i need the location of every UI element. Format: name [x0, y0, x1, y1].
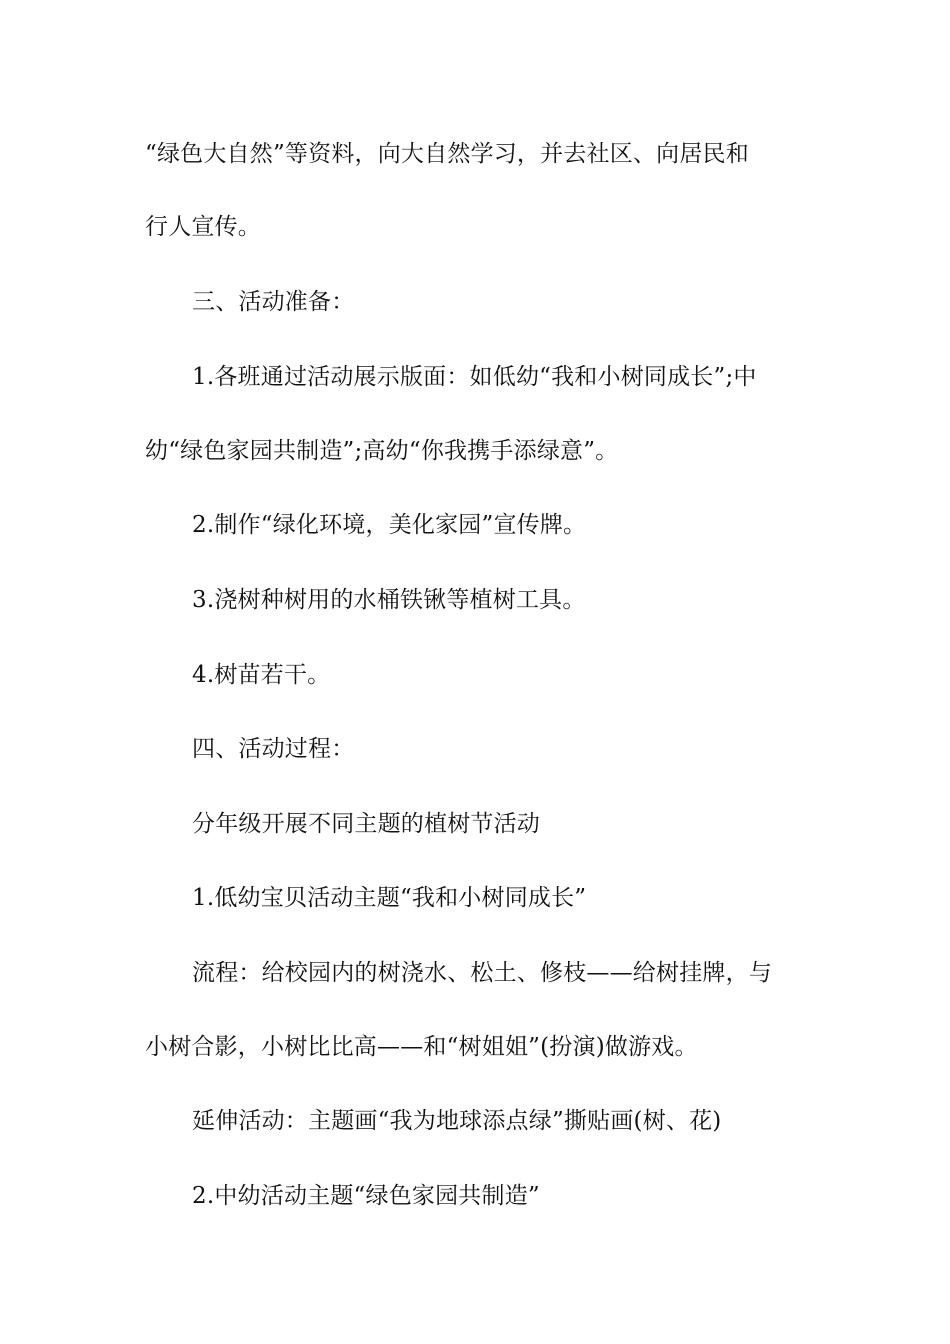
paragraph-line: 延伸活动：主题画“我为地球添点绿”撕贴画(树、花) — [192, 1108, 722, 1134]
list-item: 1.各班通过活动展示版面：如低幼“我和小树同成长”;中 — [192, 364, 757, 390]
paragraph-line: 分年级开展不同主题的植树节活动 — [192, 811, 540, 837]
list-item: 4.树苗若干。 — [192, 662, 331, 688]
paragraph-line: 行人宣传。 — [145, 214, 261, 240]
section-heading: 四、活动过程： — [192, 736, 355, 762]
paragraph-line: 幼“绿色家园共制造”;高幼“你我携手添绿意”。 — [145, 438, 619, 464]
list-item: 2.制作“绿化环境，美化家园”宣传牌。 — [192, 512, 587, 538]
list-item: 3.浇树种树用的水桶铁锹等植树工具。 — [192, 587, 586, 613]
paragraph-line: 小树合影，小树比比高——和“树姐姐”(扮演)做游戏。 — [145, 1034, 698, 1060]
list-item: 1.低幼宝贝活动主题“我和小树同成长” — [192, 885, 587, 911]
list-item: 2.中幼活动主题“绿色家园共制造” — [192, 1183, 540, 1209]
section-heading: 三、活动准备： — [192, 289, 355, 315]
paragraph-line: “绿色大自然”等资料，向大自然学习，并去社区、向居民和 — [145, 141, 749, 167]
paragraph-line: 流程：给校园内的树浇水、松土、修枝——给树挂牌，与 — [192, 960, 772, 986]
